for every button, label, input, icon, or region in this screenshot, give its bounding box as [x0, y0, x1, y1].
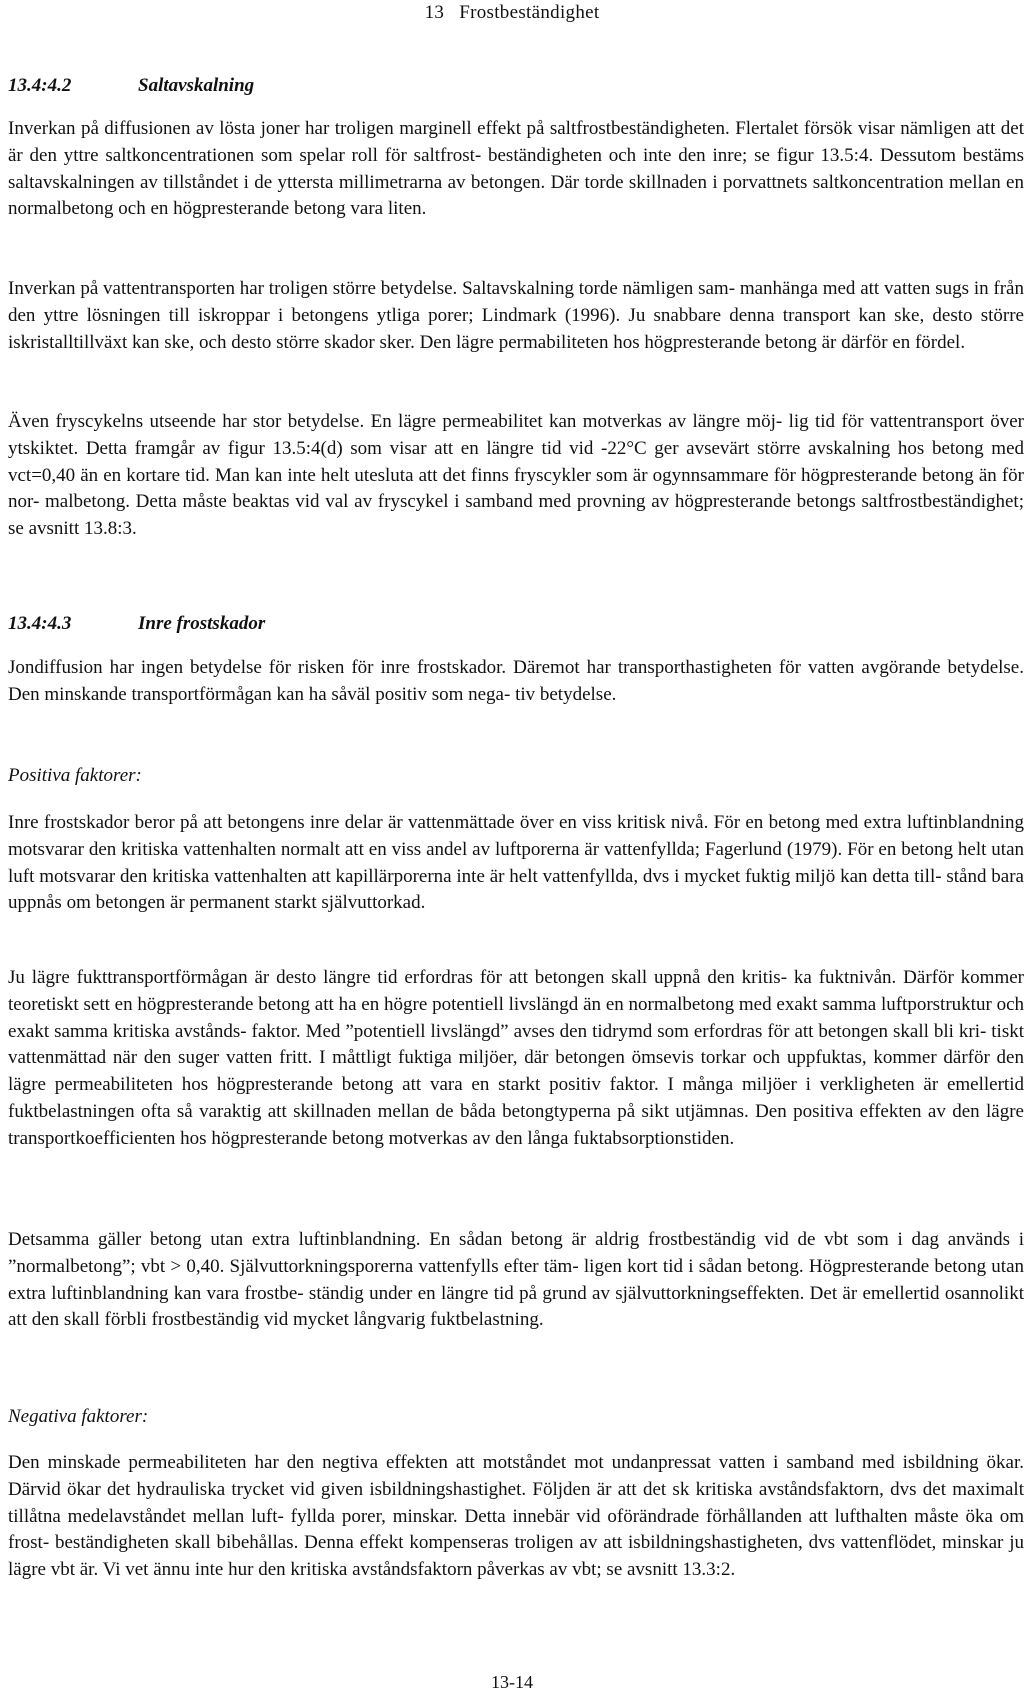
- paragraph: Jondiffusion har ingen betydelse för risken för inre frostskador. Däremot har transporthastigheten för vatten avgörande betydelse. Den minskande transportförmågan kan ha såväl positiv som nega- tiv betydelse.: [8, 657, 1024, 705]
- paragraph: Även fryscykelns utseende har stor betydelse. En lägre permeabilitet kan motverkas av längre möj- lig tid för vattentransport över ytskiktet. Detta framgår av figur 13.5:4(d) som visar att en längre tid vid -22°C ger avsevärt större avskalning hos betong med vct=0,40 än en kortare tid. Man kan inte helt utesluta att det finns fryscykler som är ogynnsammare för högpresterande betong än för nor- malbetong. Detta måste beaktas vid val av fryscykel i samband med provning av högpresterande betongs saltfrostbeständighet; se avsnitt 13.8:3.: [8, 411, 1024, 540]
- section-number: 13.4:4.3: [8, 613, 72, 634]
- chapter-title: Frostbeständighet: [459, 2, 600, 23]
- chapter-number: 13: [424, 2, 445, 23]
- section-title: Saltavskalning: [138, 75, 255, 96]
- running-header: [0, 2, 1024, 24]
- negative-factors-label: Negativa faktorer:: [8, 1406, 149, 1427]
- positive-factors-label: Positiva faktorer:: [8, 765, 142, 786]
- paragraph: Ju lägre fukttransportförmågan är desto längre tid erfordras för att betongen skall uppnå den kritis- ka fuktnivån. Därför kommer teoretiskt sett en högpresterande betong att ha en högre potentiell livslängd än en normalbetong med exakt samma luftporstruktur och exakt samma kritiska avstånds- faktor. Med ”potentiell livslängd” avses den tidrymd som erfordras för att betongen skall bli kri- tiskt vattenmättad när den suger vatten fritt. I måttligt fuktiga miljöer, där betongen ömsevis torkar och uppfuktas, kommer därför den lägre permeabiliteten hos högpresterande betong att vara en starkt positiv faktor. I många miljöer i verkligheten är emellertid fuktbelastningen ofta så varaktig att skillnaden mellan de båda betongtyperna på sikt utjämnas. Den positiva effekten av den lägre transportkoefficienten hos högpresterande betong motverkas av den långa fuktabsorptionstiden.: [8, 967, 1024, 1149]
- paragraph: Inre frostskador beror på att betongens inre delar är vattenmättade över en viss kritisk nivå. För en betong med extra luftinblandning motsvarar den kritiska vattenhalten normalt att en viss andel av luftporerna är vattenfyllda; Fagerlund (1979). För en betong helt utan luft motsvarar den kritiska vattenhalten att kapillärporerna inte är helt vattenfyllda, dvs i mycket fuktig miljö kan detta till- stånd bara uppnås om betongen är permanent starkt självuttorkad.: [8, 812, 1024, 914]
- page-number: 13-14: [491, 1672, 533, 1692]
- paragraph: Inverkan på diffusionen av lösta joner har troligen marginell effekt på saltfrostbeständigheten. Flertalet försök visar nämligen att det är den yttre saltkoncentrationen som spelar roll för saltfrost- beständigheten och inte den inre; se figur 13.5:4. Dessutom bestäms saltavskalningen av tillståndet i de yttersta millimetrarna av betongen. Där torde skillnaden i porvattnets saltkoncentration mellan en normalbetong och en högpresterande betong vara liten.: [8, 118, 1024, 220]
- section-heading-saltavskalning: [8, 75, 254, 97]
- section-title: Inre frostskador: [138, 613, 266, 634]
- section-number: 13.4:4.2: [8, 75, 72, 96]
- paragraph: Detsamma gäller betong utan extra luftinblandning. En sådan betong är aldrig frostbeständig vid de vbt som i dag används i ”normalbetong”; vbt > 0,40. Självuttorkningsporerna vattenfylls efter täm- ligen kort tid i sådan betong. Högpresterande betong utan extra luftinblandning kan vara frostbe- ständig under en längre tid på grund av självuttorkningseffekten. Det är emellertid osannolikt att den skall förbli frostbeständig vid mycket långvarig fuktbelastning.: [8, 1229, 1024, 1331]
- paragraph: Den minskade permeabiliteten har den negtiva effekten att motståndet mot undanpressat vatten i samband med isbildning ökar. Därvid ökar det hydrauliska trycket vid given isbildningshastighet. Följden är att det sk kritiska avståndsfaktorn, dvs det maximalt tillåtna medelavståndet mellan luft- fyllda porer, minskar. Detta innebär vid oförändrade förhållanden att lufthalten måste öka om frost- beständigheten skall bibehållas. Denna effekt kompenseras troligen av att isbildningshastigheten, dvs vattenflödet, minskar ju lägre vbt är. Vi vet ännu inte hur den kritiska avståndsfaktorn påverkas av vbt; se avsnitt 13.3:2.: [8, 1452, 1024, 1581]
- section-heading-inre-frostskador: [8, 613, 265, 635]
- paragraph: Inverkan på vattentransporten har troligen större betydelse. Saltavskalning torde nämligen sam- manhänga med att vatten sugs in från den yttre lösningen till iskroppar i betongens ytliga porer; Lindmark (1996). Ju snabbare denna transport kan ske, desto större iskristalltillväxt kan ske, och desto större skador sker. Den lägre permabiliteten hos högpresterande betong är därför en fördel.: [8, 278, 1024, 353]
